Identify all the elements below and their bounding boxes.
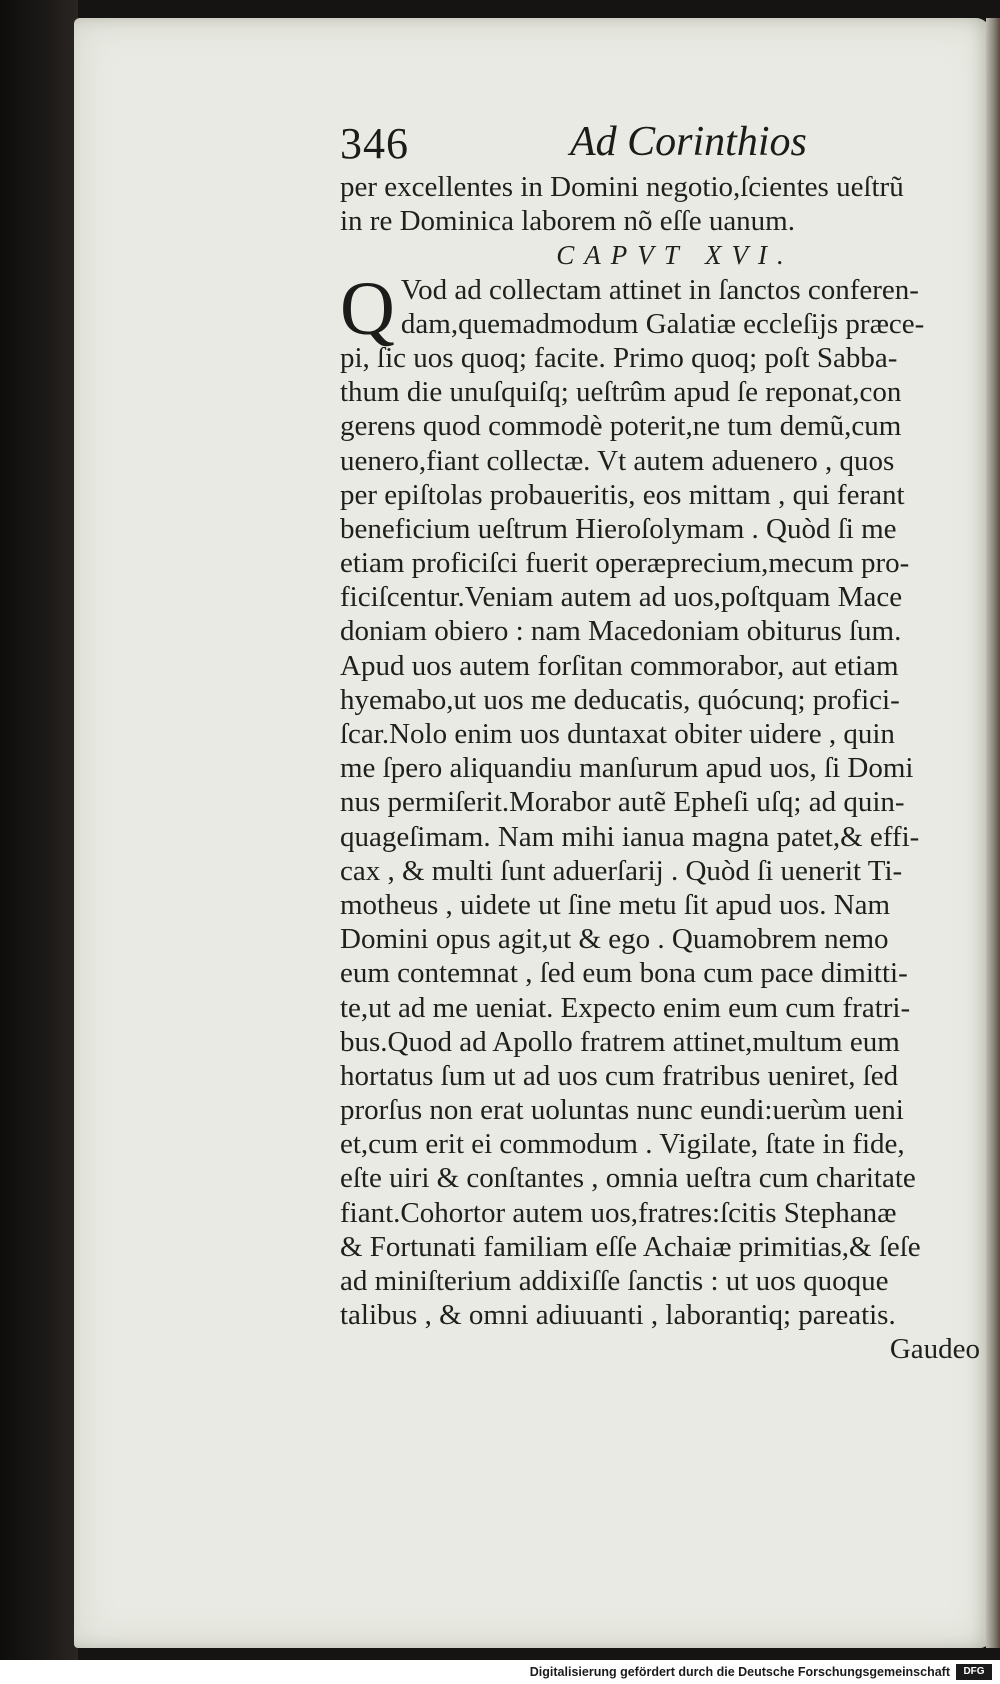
text-line: ad miniſterium addixiſſe ſanctis : ut uos quoque	[340, 1265, 889, 1297]
text-line: me ſpero aliquandiu manſurum apud uos, ſi Domi	[340, 752, 914, 785]
text-line: in re Dominica laborem nõ eſſe uanum.	[340, 205, 795, 238]
pre-heading-lines	[340, 170, 990, 238]
text-line: prorſus non erat uoluntas nunc eundi:uerùm ueni	[340, 1094, 904, 1127]
text-line: quageſimam. Nam mihi ianua magna patet,& effi-	[340, 820, 920, 853]
text-line: & Fortunati familiam eſſe Achaiæ primitias,& ſeſe	[340, 1230, 921, 1263]
text-line: hyemabo,ut uos me deducatis, quócunq; profici-	[340, 683, 900, 716]
text-line: eum contemnat , ſed eum bona cum pace dimitti-	[340, 957, 908, 990]
text-line: et,cum erit ei commodum . Vigilate, ſtate in fide,	[340, 1128, 905, 1161]
text-line: motheus , uidete ut ſine metu ſit apud uos. Nam	[340, 888, 891, 921]
text-line: uenero,fiant collectæ. Vt autem aduenero , quos	[340, 444, 895, 477]
text-line: etiam proficiſci fuerit operæprecium,mecum pro-	[340, 547, 910, 580]
text-line: eſte uiri & conſtantes , omnia ueſtra cum charitate	[340, 1162, 916, 1195]
text-line: pi, ſic uos quoq; facite. Primo quoq; poſt Sabba-	[340, 341, 898, 374]
page-header	[340, 118, 810, 178]
body-lines	[340, 341, 990, 1332]
text-line: ſcar.Nolo enim uos duntaxat obiter uidere , quin	[340, 718, 895, 750]
text-line: ficiſcentur.Veniam autem ad uos,poſtquam Mace	[340, 581, 903, 614]
text-line: fiant.Cohortor autem uos,fratres:ſcitis Stephanæ	[340, 1196, 897, 1229]
text-line: dam,quemadmodum Galatiæ eccleſijs præce-	[400, 307, 925, 340]
text-line: bus.Quod ad Apollo fratrem attinet,multum eum	[340, 1025, 900, 1058]
text-line: talibus , & omni adiuuanti , laborantiq; pareatis.	[340, 1299, 896, 1332]
text-line: nus permiſerit.Morabor autẽ Epheſi uſq; ad quin-	[340, 786, 905, 819]
text-line: hortatus ſum ut ad uos cum fratribus ueniret, ſed	[340, 1059, 899, 1092]
drop-cap-lines	[340, 266, 990, 351]
main-text	[340, 170, 990, 1367]
chapter-heading: CAPVT XVI.	[556, 240, 794, 271]
drop-cap: Q	[340, 266, 395, 351]
catchword: Gaudeo	[889, 1333, 980, 1366]
text-line: cax , & multi ſunt aduerſarij . Quòd ſi uenerit Ti-	[340, 854, 903, 887]
text-line: beneficium ueſtrum Hieroſolymam . Quòd ſi me	[340, 512, 897, 545]
text-line: per excellentes in Domini negotio,ſcientes ueſtrũ	[340, 171, 904, 203]
footer-credit: Digitalisierung gefördert durch die Deutsche Forschungsgemeinschaft	[529, 1665, 950, 1679]
text-line: gerens quod commodè poterit,ne tum demũ,cum	[340, 410, 902, 443]
scan-background	[0, 0, 78, 1684]
text-line: Vod ad collectam attinet in ſanctos conferen-	[400, 273, 919, 306]
text-line: Apud uos autem forſitan commorabor, aut etiam	[340, 649, 899, 682]
dfg-logo: DFG	[956, 1664, 992, 1680]
running-title: Ad Corinthios	[570, 119, 807, 165]
drop-cap-paragraph	[340, 266, 990, 351]
page-number: 346	[340, 119, 409, 168]
text-line: te,ut ad me ueniat. Expecto enim eum cum fratri-	[340, 991, 911, 1024]
text-line: per epiſtolas probaueritis, eos mittam , qui ferant	[340, 478, 905, 511]
footer-bar	[0, 1660, 1000, 1684]
text-line: thum die unuſquiſq; ueſtrûm apud ſe reponat,con	[340, 376, 902, 409]
text-line: doniam obiero : nam Macedoniam obiturus ſum.	[340, 615, 902, 648]
text-line: Domini opus agit,ut & ego . Quamobrem nemo	[340, 923, 889, 956]
